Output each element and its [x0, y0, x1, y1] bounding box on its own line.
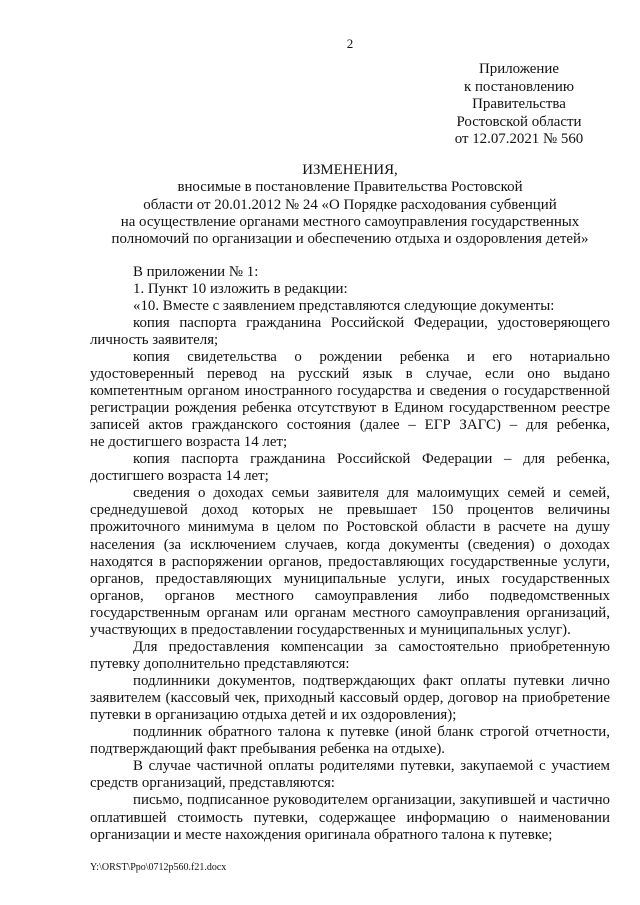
text-line: подлинники документов, подтверждающих факт оплаты путевки лично [133, 673, 610, 689]
text-line: подтверждающий факт пребывания ребенка на отдыхе). [90, 741, 446, 758]
paragraph [90, 298, 610, 315]
paragraph [90, 264, 610, 281]
paragraph [90, 639, 610, 673]
text-line: заявителем (кассовый чек, приходный кассовый ордер, договор на приобретение [90, 690, 610, 707]
paragraph [90, 451, 610, 485]
text-line: участвующих в предоставлении государственных и муниципальных услуг). [90, 621, 571, 638]
title-line: на осуществление органами местного самоуправления государственных [120, 213, 580, 230]
title-line: области от 20.01.2012 № 24 «О Порядке расходования субвенций [143, 196, 557, 213]
title-line: вносимые в постановление Правительства Ростовской [177, 179, 523, 196]
text-line: достигшего возраста 14 лет; [90, 468, 269, 485]
appendix-line: от 12.07.2021 № 560 [454, 131, 584, 147]
text-line: сведения о доходах семьи заявителя для малоимущих семей и семей, [133, 485, 610, 502]
text-line: компетентным органом иностранного государства и сведения о государственной [90, 382, 610, 399]
text-line: средств организаций, представляются: [90, 775, 335, 792]
text-line: среднедушевой доход которых не превышает 150 процентов величины [90, 502, 610, 519]
paragraph [90, 485, 610, 639]
appendix-line: к постановлению [463, 78, 574, 95]
text-line: населения (за исключением случаев, когда документы (сведения) о доходах [90, 536, 610, 553]
paragraph [90, 673, 610, 724]
text-line: копия свидетельства о рождении ребенка и его нотариально [133, 348, 610, 365]
paragraph [90, 792, 610, 843]
title-heading: ИЗМЕНЕНИЯ, [302, 162, 398, 178]
paragraph [90, 349, 610, 451]
text-line: В приложении № 1: [133, 263, 259, 280]
text-line: организации и месте нахождения оригинала обратного талона к путевке; [90, 826, 553, 843]
appendix-line: Правительства [472, 96, 566, 112]
text-line: подлинник обратного талона к путевке (иной бланк строгой отчетности, [133, 724, 610, 741]
document-title [90, 162, 610, 248]
text-line: путевки в организацию отдыха детей и их оздоровления); [90, 707, 457, 724]
appendix-reference [428, 61, 610, 149]
text-line: регистрации рождения ребенка отсутствуют в Едином государственном реестре [90, 400, 610, 416]
text-line: копия паспорта гражданина Российской Федерации, удостоверяющего [133, 314, 610, 331]
paragraph [90, 758, 610, 792]
text-line: прожиточного минимума в целом по Ростовской области в расчете на душу [90, 519, 610, 536]
text-line: письмо, подписанное руководителем организации, закупившей и частично [133, 792, 610, 809]
text-line: органов, предоставляющих муниципальные услуги, иных государственных [90, 570, 610, 587]
text-line: не достигшего возраста 14 лет; [90, 434, 288, 451]
text-line: «10. Вместе с заявлением представляются следующие документы: [133, 297, 555, 314]
title-line: полномочий по организации и обеспечению отдыха и оздоровления детей» [111, 231, 589, 247]
text-line: записей актов гражданского состояния (далее – ЕГР ЗАГС) – для ребенка, [90, 417, 610, 434]
text-line: копия паспорта гражданина Российской Федерации – для ребенка, [133, 451, 610, 468]
appendix-line: Ростовской области [456, 113, 582, 130]
text-line: Для предоставления компенсации за самостоятельно приобретенную [133, 638, 610, 655]
text-line: органов, органов местного самоуправления либо подведомственных [90, 587, 610, 604]
text-line: оплатившей стоимость путевки, содержащее информацию о наименовании [90, 809, 610, 826]
document-body [90, 264, 610, 844]
file-path-footer: Y:\ORST\Ppo\0712p560.f21.docx [90, 862, 227, 873]
appendix-line: Приложение [479, 61, 559, 77]
paragraph [90, 281, 610, 298]
paragraph [90, 315, 610, 349]
page-number: 2 [346, 36, 354, 51]
paragraph [90, 724, 610, 758]
text-line: личность заявителя; [90, 331, 219, 348]
text-line: государственным органам или органам местного самоуправления организаций, [90, 604, 610, 621]
text-line: В случае частичной оплаты родителями путевки, закупаемой с участием [133, 758, 610, 775]
text-line: путевку дополнительно представляются: [90, 655, 350, 672]
text-line: находятся в распоряжении органов, предоставляющих государственные услуги, [90, 553, 610, 570]
text-line: 1. Пункт 10 изложить в редакции: [133, 280, 348, 297]
text-line: удостоверенный перевод на русский язык в случае, если оно выдано [90, 365, 610, 382]
